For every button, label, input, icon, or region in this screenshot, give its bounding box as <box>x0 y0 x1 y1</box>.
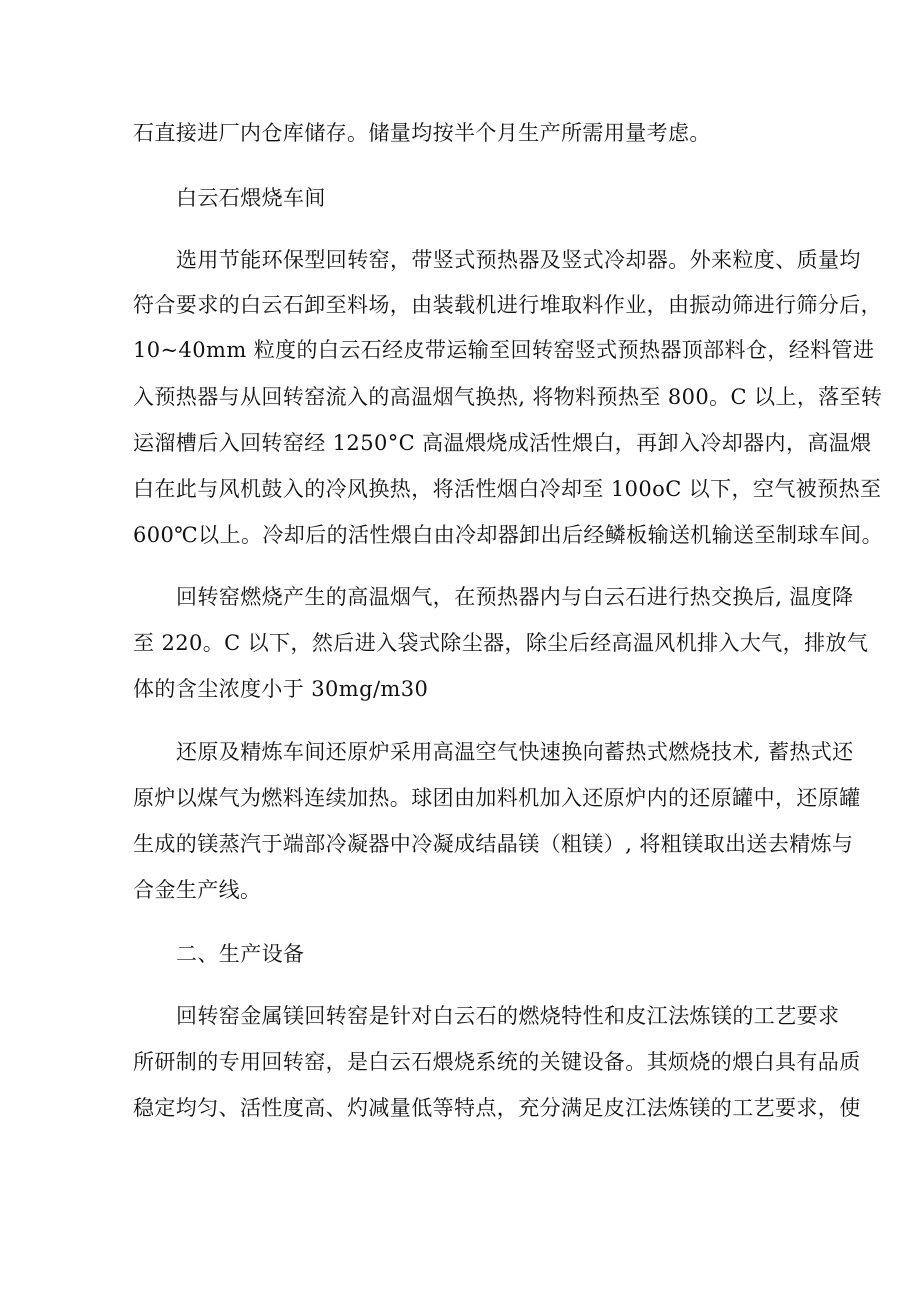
text-line: 回转窑金属镁回转窑是针对白云石的燃烧特性和皮江法炼镁的工艺要求 <box>176 1004 840 1028</box>
text-line: 至 220。C 以下，然后进入袋式除尘器，除尘后经高温风机排入大气，排放气 <box>133 631 869 655</box>
text-line: 所研制的专用回转窑，是白云石煨烧系统的关键设备。其烦烧的煨白具有品质 <box>133 1050 861 1074</box>
text-line: 10~40mm 粒度的白云石经皮带运输至回转窑竖式预热器顶部料仓，经料管进 <box>133 338 875 362</box>
text-line: 选用节能环保型回转窑，带竖式预热器及竖式冷却器。外来粒度、质量均 <box>176 248 861 272</box>
text-line: 运溜槽后入回转窑经 1250°C 高温煨烧成活性煨白，再卸入冷却器内，高温煨 <box>133 431 872 455</box>
text-line: 还原及精炼车间还原炉采用高温空气快速换向蓄热式燃烧技术, 蓄热式还 <box>176 740 854 764</box>
text-line: 回转窑燃烧产生的高温烟气，在预热器内与白云石进行热交换后, 温度降 <box>176 585 854 609</box>
text-line: 入预热器与从回转窑流入的高温烟气换热, 将物料预热至 800。C 以上，落至转 <box>133 385 883 409</box>
text-line: 石直接进厂内仓库储存。储量均按半个月生产所需用量考虑。 <box>133 121 711 145</box>
text-line: 体的含尘浓度小于 30mg∕m30 <box>133 677 429 701</box>
text-line: 稳定均匀、活性度高、灼减量低等特点，充分满足皮江法炼镁的工艺要求，使 <box>133 1096 861 1120</box>
text-line: 合金生产线。 <box>133 878 262 902</box>
section-heading: 白云石煨烧车间 <box>176 186 326 210</box>
text-line: 生成的镁蒸汽于端部冷凝器中冷凝成结晶镁（粗镁）, 将粗镁取出送去精炼与 <box>133 832 854 856</box>
text-line: 白在此与风机鼓入的冷风换热，将活性烟白冷却至 100oC 以下，空气被预热至 <box>133 477 882 501</box>
text-line: 600℃以上。冷却后的活性煨白由冷却器卸出后经鳞板输送机输送至制球车间。 <box>133 523 883 547</box>
text-line: 符合要求的白云石卸至料场，由装载机进行堆取料作业，由振动筛进行筛分后， <box>133 293 882 317</box>
section-heading: 二、生产设备 <box>176 942 305 966</box>
text-line: 原炉以煤气为燃料连续加热。球团由加料机加入还原炉内的还原罐中，还原罐 <box>133 786 861 810</box>
